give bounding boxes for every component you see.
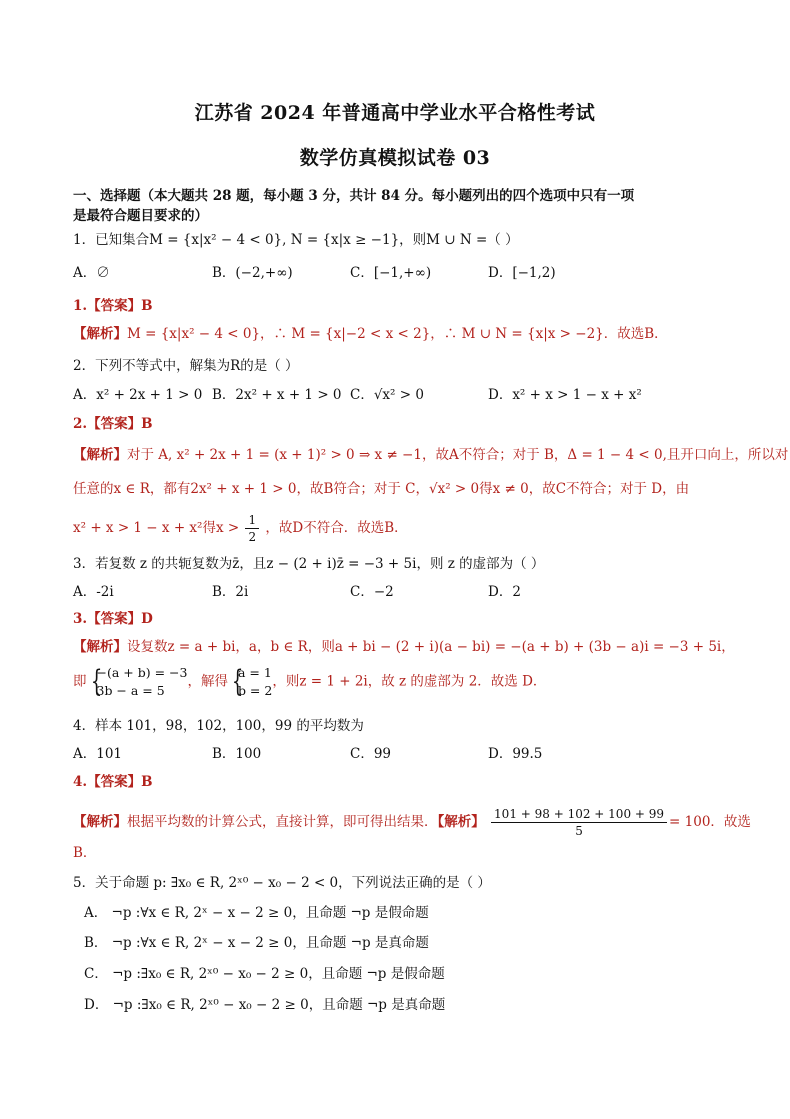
analysis-label: 【解析】 [73, 326, 127, 342]
question-2-option-d: D．x² + x > 1 − x + x² [488, 387, 642, 403]
analysis-text: 对于 A, x² + 2x + 1 = (x + 1)² > 0 ⇒ x ≠ −1，故A不符合；对于 B，Δ = 1 − 4 < 0,且开口向上，所以对 [127, 447, 789, 463]
question-2-option-c: C．√x² > 0 [350, 387, 424, 403]
analysis-text: ，则z = 1 + 2i，故 z 的虚部为 2．故选 D． [272, 673, 547, 690]
fraction [245, 512, 259, 545]
section-heading: 一、选择题（本大题共 28 题，每小题 3 分，共计 84 分。每小题列出的四个选项中只有一项 [73, 188, 635, 204]
question-5-option-b: B． ¬p :∀x ∈ R, 2ˣ − x − 2 ≥ 0，且命题 ¬p 是真命题 [84, 935, 429, 951]
analysis-label: 【解析】 [73, 447, 127, 463]
equation-system [228, 664, 272, 700]
question-1-option-d: D．[−1,2) [488, 265, 556, 281]
question-4-option-d: D．99.5 [488, 746, 543, 762]
question-3-option-a: A．-2i [73, 584, 114, 600]
question-4-analysis-line2: B． [73, 845, 97, 861]
question-1-stem: 1．已知集合M = {x|x² − 4 < 0}, N = {x|x ≥ −1}，则M ∪ N =（ ） [73, 232, 519, 248]
question-4-answer: 4.【答案】B [73, 774, 153, 790]
question-2-analysis-line2: 任意的x ∈ R，都有2x² + x + 1 > 0，故B符合；对于 C，√x² > 0得x ≠ 0，故C不符合；对于 D，由 [73, 481, 690, 497]
question-4-option-a: A．101 [73, 746, 123, 762]
brace: { [90, 664, 102, 699]
fraction [491, 806, 667, 839]
question-3-analysis-line1 [73, 637, 733, 657]
question-1-option-b: B．(−2,+∞) [212, 265, 293, 281]
fraction-numerator: 1 [245, 512, 259, 529]
question-3-answer: 3.【答案】D [73, 611, 153, 627]
analysis-label: 【解析】 [73, 639, 127, 655]
analysis-text: ，解得 [187, 673, 228, 690]
analysis-text: x² + x > 1 − x + x²得x > [73, 520, 240, 536]
analysis-text: ，故D不符合．故选B． [265, 520, 408, 536]
fraction-numerator: 101 + 98 + 102 + 100 + 99 [491, 806, 667, 823]
question-3-option-d: D．2 [488, 584, 521, 600]
equation-row: −(a + b) = −3 [96, 665, 188, 680]
question-5-option-c: C． ¬p :∃x₀ ∈ R, 2ˣ⁰ − x₀ − 2 ≥ 0，且命题 ¬p 是假命题 [84, 966, 445, 982]
analysis-text: 即 [73, 673, 87, 690]
page-title: 江苏省 2024 年普通高中学业水平合格性考试 [194, 102, 596, 124]
analysis-text: 设复数z = a + bi，a，b ∈ R，则a + bi − (2 + i)(a − bi) = −(a + b) + (3b − a)i = −3 + 5i， [127, 639, 735, 655]
question-5-stem: 5．关于命题 p: ∃x₀ ∈ R, 2ˣ⁰ − x₀ − 2 < 0，下列说法正确的是（ ） [73, 875, 491, 891]
fraction-denominator: 5 [575, 824, 583, 838]
brace: { [231, 664, 244, 699]
equation-system [87, 664, 188, 700]
question-5-option-a: A． ¬p :∀x ∈ R, 2ˣ − x − 2 ≥ 0，且命题 ¬p 是假命题 [84, 905, 429, 921]
question-1-option-c: C．[−1,+∞) [350, 265, 432, 281]
question-3-analysis-line2 [73, 664, 733, 700]
analysis-text: M = {x|x² − 4 < 0}，∴ M = {x|−2 < x < 2}，∴ M ∪ N = {x|x > −2}．故选B． [127, 326, 668, 342]
question-1-analysis [73, 324, 733, 344]
page-subtitle: 数学仿真模拟试卷 03 [299, 147, 491, 169]
question-3-stem: 3．若复数 z 的共轭复数为z̄，且z − (2 + i)z̄ = −3 + 5i，则 z 的虚部为（ ） [73, 556, 545, 572]
question-2-option-b: B．2x² + x + 1 > 0 [212, 387, 342, 403]
question-4-option-b: B．100 [212, 746, 262, 762]
analysis-text: 根据平均数的计算公式，直接计算，即可得出结果． [127, 814, 438, 830]
question-2-option-a: A．x² + 2x + 1 > 0 [73, 387, 203, 403]
equation-row: 3b − a = 5 [96, 683, 165, 698]
question-3-option-c: C．−2 [350, 584, 394, 600]
analysis-text: = 100．故选 [669, 814, 751, 830]
equation-row: b = 2 [237, 683, 273, 698]
section-heading-cont: 是最符合题目要求的） [73, 208, 208, 224]
analysis-label: 【解析】 [73, 814, 127, 830]
question-4-stem: 4．样本 101，98，102，100，99 的平均数为 [73, 718, 364, 734]
question-3-option-b: B．2i [212, 584, 249, 600]
equation-row: a = 1 [237, 665, 272, 680]
question-2-analysis-line1 [73, 445, 789, 465]
question-1-option-a: A．∅ [73, 265, 110, 281]
analysis-label: 【解析】 [437, 814, 485, 830]
question-4-analysis-line1 [73, 806, 751, 839]
question-2-analysis-line3 [73, 512, 733, 545]
question-2-stem: 2．下列不等式中，解集为R的是（ ） [73, 358, 299, 374]
question-4-option-c: C．99 [350, 746, 392, 762]
question-2-answer: 2.【答案】B [73, 416, 153, 432]
question-5-option-d: D． ¬p :∃x₀ ∈ R, 2ˣ⁰ − x₀ − 2 ≥ 0，且命题 ¬p 是真命题 [84, 997, 446, 1013]
question-1-answer: 1.【答案】B [73, 298, 153, 314]
fraction-denominator: 2 [248, 530, 257, 544]
